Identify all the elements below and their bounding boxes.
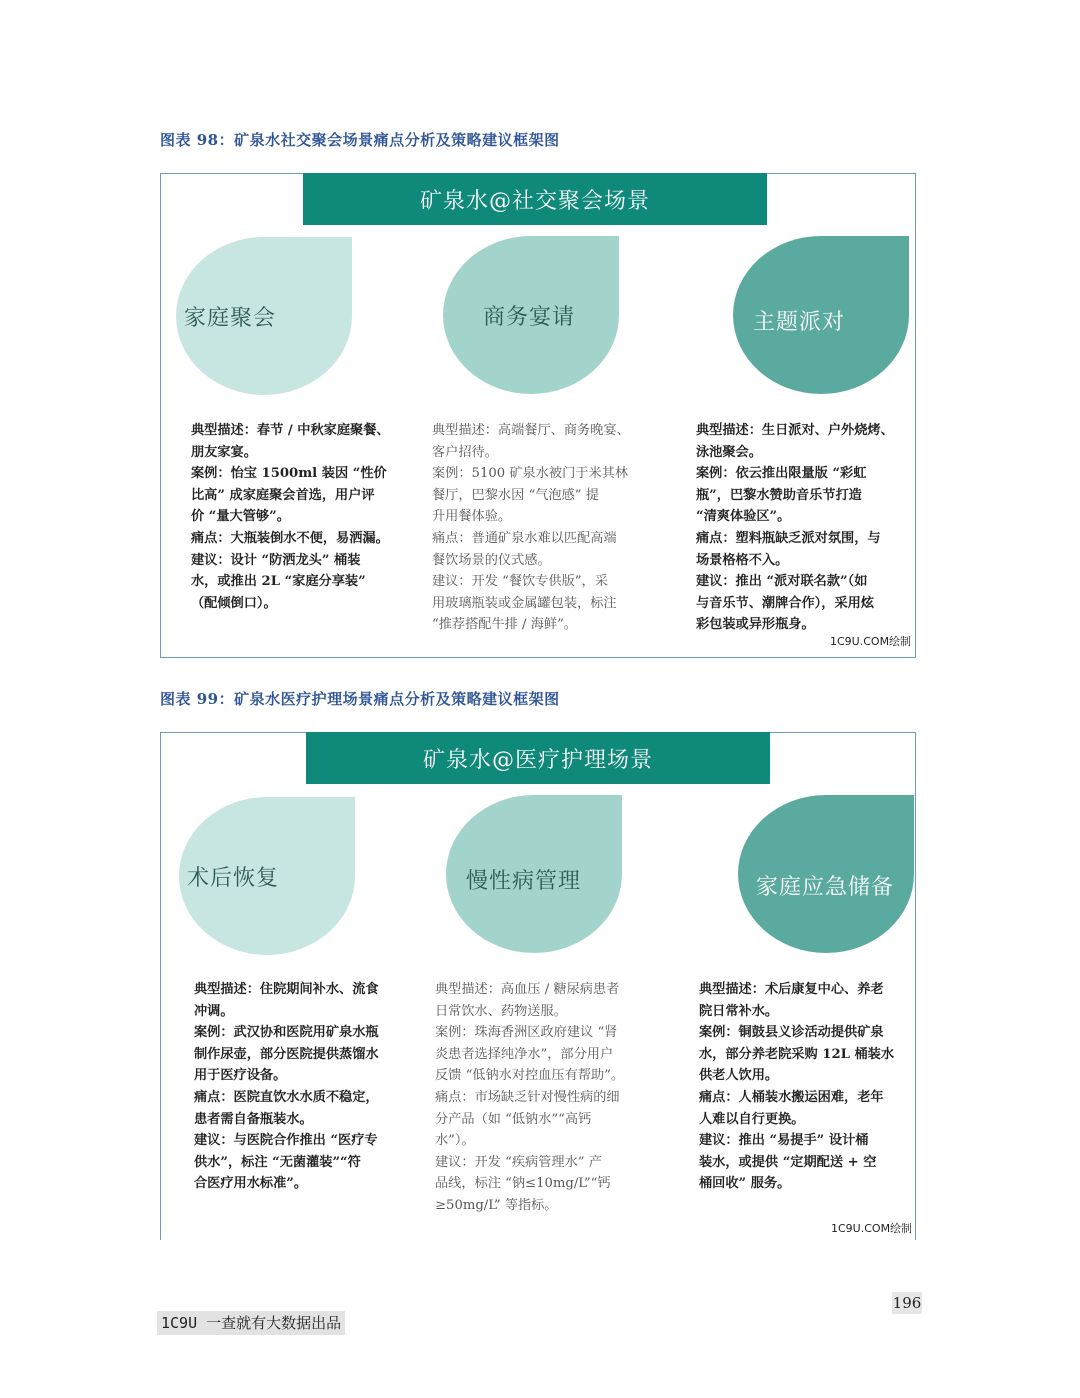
figure-99-column-1: 典型描述：住院期间补水、流食 冲调。 案例：武汉协和医院用矿泉水瓶 制作尿壶，部分医院提供蒸馏水 用于医疗设备。 痛点：医院直饮水水质不稳定， 患者需自备瓶装水。 建议：与医院合作推出 “医疗专 供水”，标注 “无菌灌装”“符 合医疗用水标准”。 <box>194 982 379 1192</box>
drop-label: 家庭应急储备 <box>756 874 895 900</box>
drop-label: 主题派对 <box>753 309 846 335</box>
figure-99-caption: 图表 99：矿泉水医疗护理场景痛点分析及策略建议框架图 <box>160 690 560 708</box>
drop-label: 慢性病管理 <box>466 868 582 894</box>
drop-post-op-recovery <box>179 797 355 955</box>
figure-99-banner: 矿泉水@医疗护理场景 <box>306 732 770 784</box>
drop-business-banquet <box>443 236 619 394</box>
figure-98-column-1: 典型描述：春节 / 中秋家庭聚餐、 朋友家宴。 案例：怡宝 1500ml 装因 “性价 比高” 成家庭聚会首选，用户评 价 “量大管够”。 痛点：大瓶装倒水不便，易洒漏。 建议：设计 “防洒龙头” 桶装 水，或推出 2L “家庭分享装” （配倾倒口）。 <box>191 423 390 611</box>
page-number: 196 <box>892 1294 922 1312</box>
figure-98-banner: 矿泉水@社交聚会场景 <box>303 173 767 225</box>
figure-98-column-3: 典型描述：生日派对、户外烧烤、 泳池聚会。 案例：依云推出限量版 “彩虹 瓶”，巴黎水赞助音乐节打造 “清爽体验区”。 痛点：塑料瓶缺乏派对氛围，与 场景格格不入。 建议：推出 “派对联名款”（如 与音乐节、潮牌合作），采用炫 彩包装或异形瓶身。 <box>696 423 894 633</box>
figure-99-column-2: 典型描述：高血压 / 糖尿病患者 日常饮水、药物送服。 案例：珠海香洲区政府建议 “肾 炎患者选择纯净水”，部分用户 反馈 “低钠水对控血压有帮助”。 痛点：市场缺乏针对慢性病的细 分产品（如 “低钠水”“高钙 水”）。 建议：开发 “疾病管理水” 产 品线，标注 “钠≤10mg/L”“钙 ≥50mg/L” 等指标。 <box>435 982 625 1213</box>
figure-99-column-3: 典型描述：术后康复中心、养老 院日常补水。 案例：铜鼓县义诊活动提供矿泉 水，部分养老院采购 12L 桶装水 供老人饮用。 痛点：人桶装水搬运困难，老年 人难以自行更换。 建议：推出 “易提手” 设计桶 装水，或提供 “定期配送 + 空 桶回收” 服务。 <box>699 982 895 1192</box>
figure-98-column-2: 典型描述：高端餐厅、商务晚宴、 客户招待。 案例：5100 矿泉水被门于米其林 餐厅，巴黎水因 “气泡感” 提 升用餐体验。 痛点：普通矿泉水难以匹配高端 餐饮场景的仪式感。 建议：开发 “餐饮专供版”，采 用玻璃瓶装或金属罐包装，标注 “推荐搭配牛排 / 海鲜”。 <box>432 423 630 633</box>
drop-theme-party <box>733 236 909 394</box>
drop-label: 商务宴请 <box>483 304 576 330</box>
footer-brand: 1C9U 一查就有大数据出品 <box>157 1311 345 1335</box>
figure-98-caption: 图表 98：矿泉水社交聚会场景痛点分析及策略建议框架图 <box>160 131 560 149</box>
figure-98-credit: 1C9U.COM绘制 <box>830 635 912 648</box>
drop-label: 家庭聚会 <box>184 305 277 331</box>
figure-99-credit: 1C9U.COM绘制 <box>831 1222 913 1235</box>
drop-chronic-disease <box>446 795 622 953</box>
drop-family-gathering <box>176 237 352 395</box>
drop-home-emergency <box>738 795 914 953</box>
drop-label: 术后恢复 <box>187 865 280 891</box>
